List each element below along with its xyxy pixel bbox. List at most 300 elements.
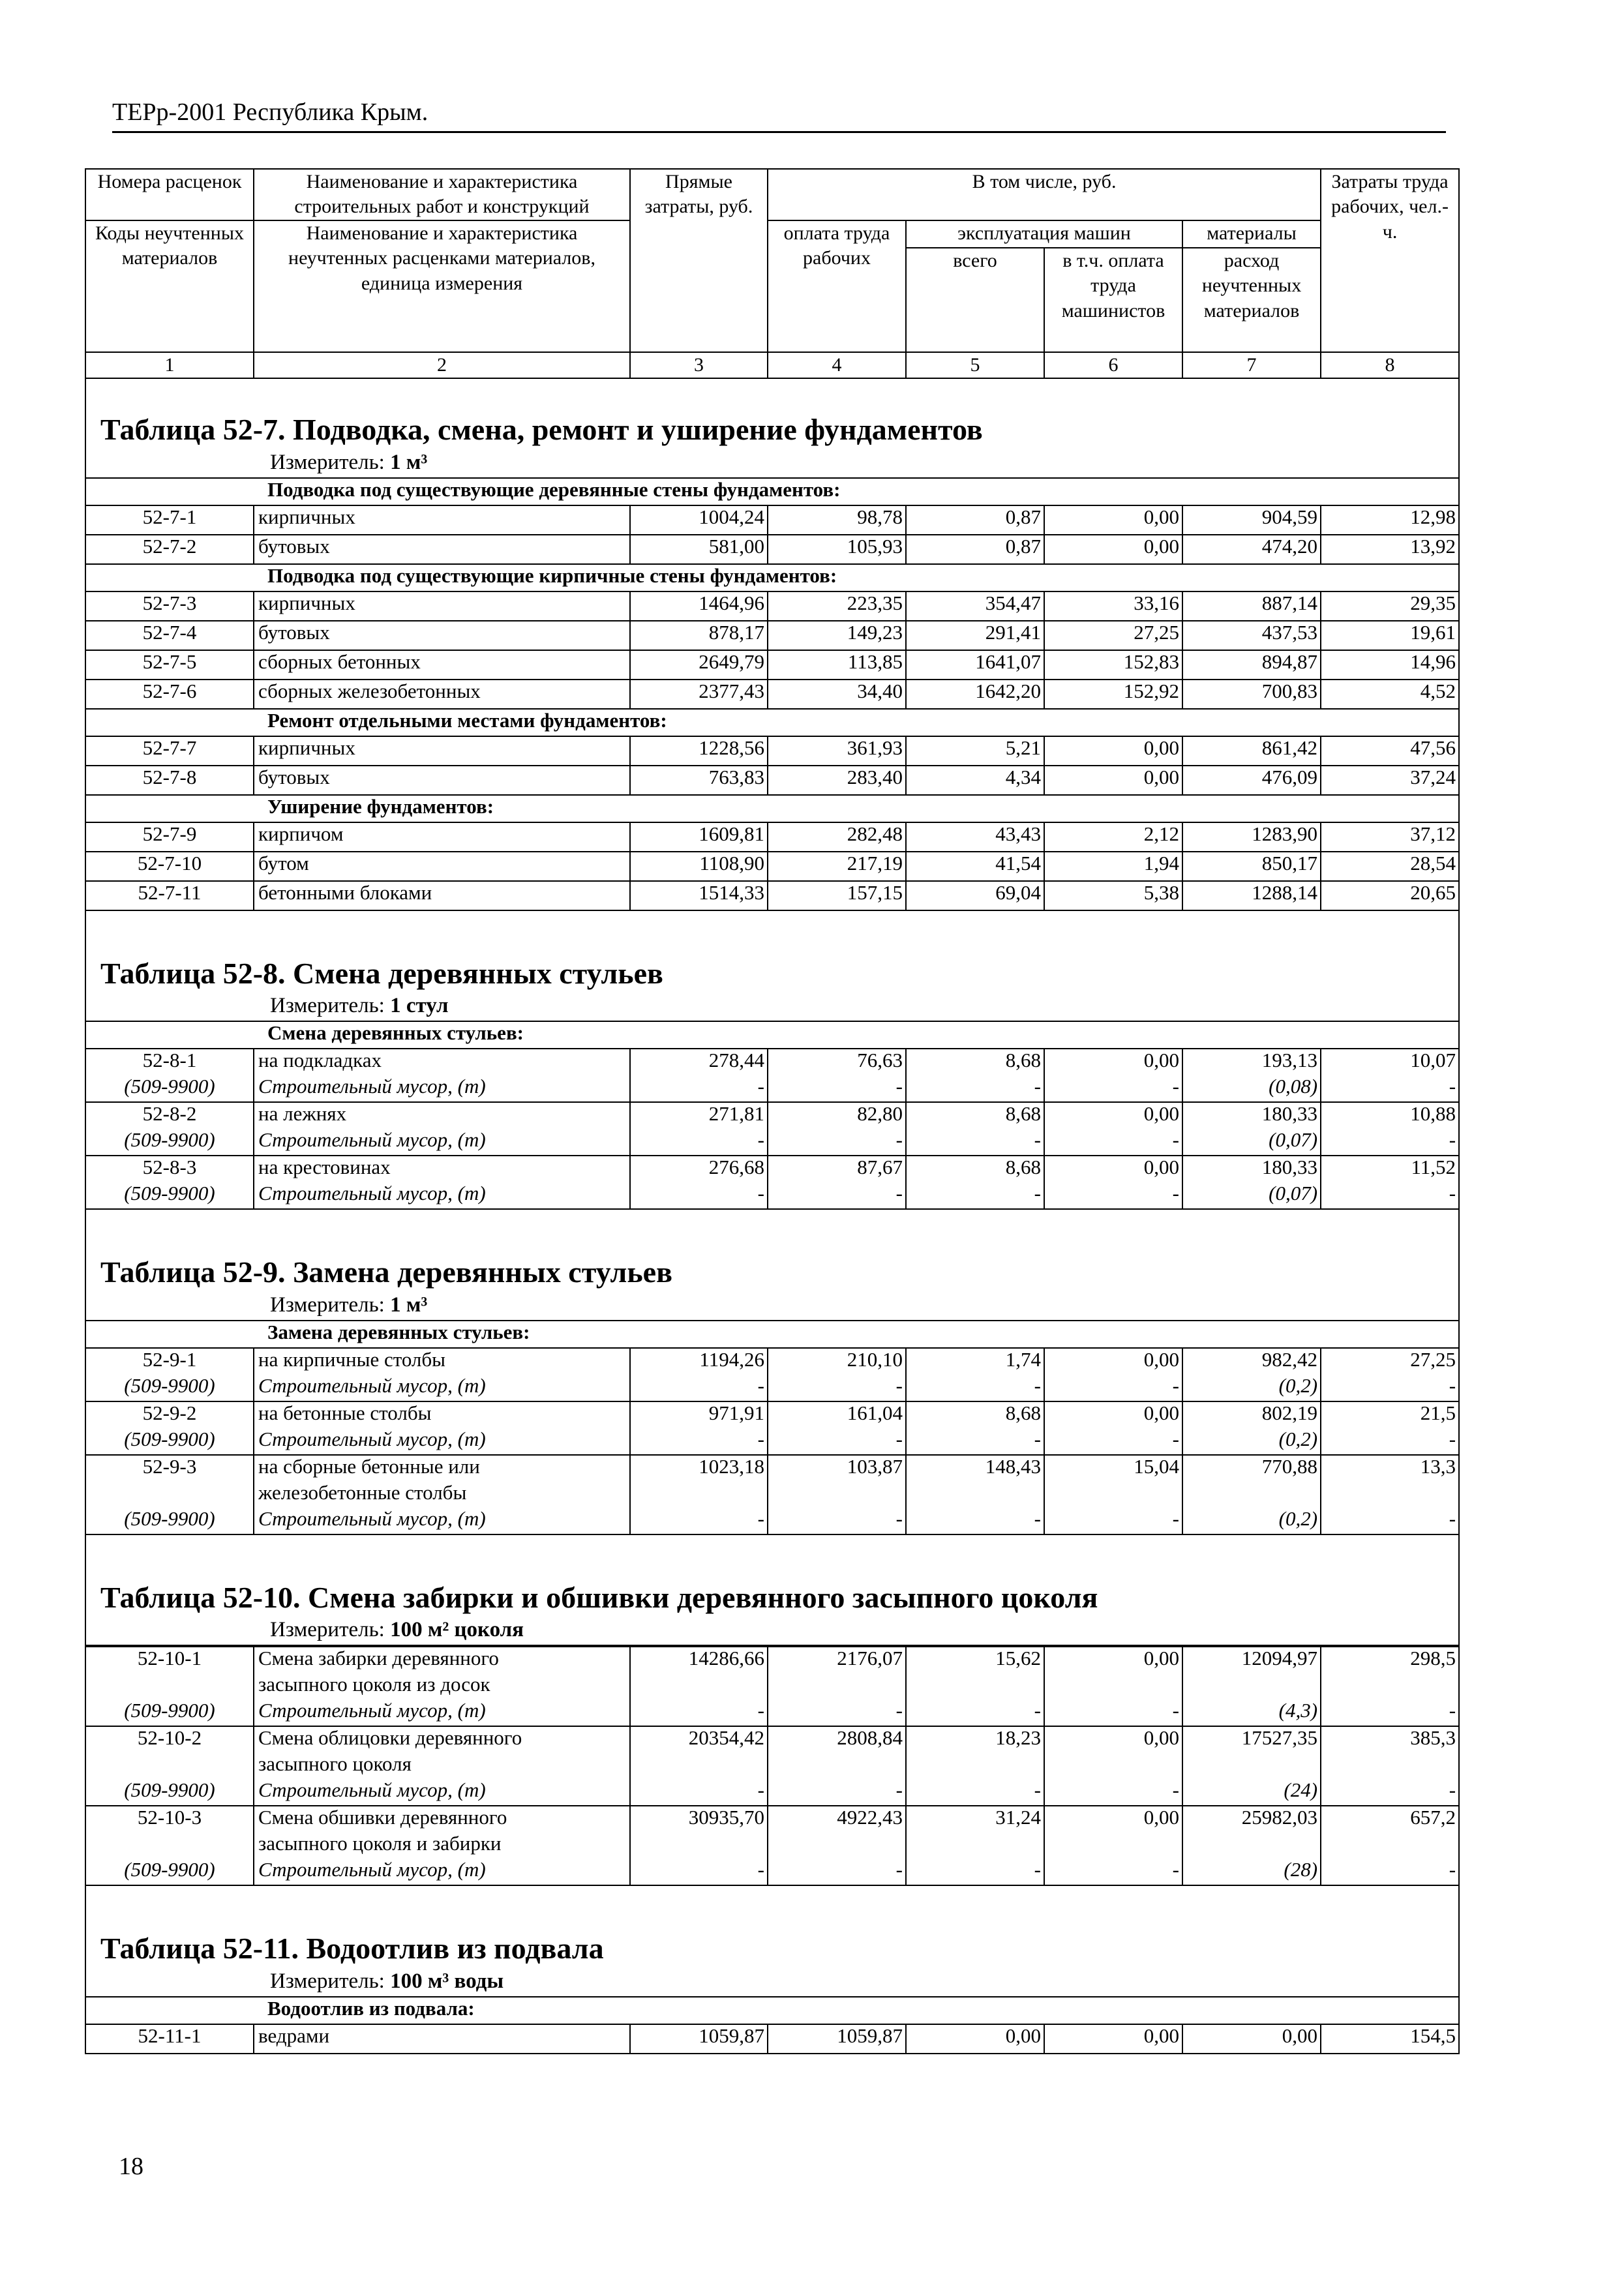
description-cell: Смена забирки деревянного <box>254 1647 630 1673</box>
direct-cost-cell: - <box>630 1699 768 1726</box>
material-row <box>85 1779 1459 1806</box>
operators-pay-cell: 0,00 <box>1044 1102 1182 1129</box>
materials-cell: (4,3) <box>1182 1699 1321 1726</box>
table-row-continuation <box>85 1753 1459 1779</box>
measurement-label: Измеритель: <box>270 1618 391 1642</box>
col-header-material-name: Наименование и характеристика неучтенных расценками материалов, единица измерения <box>254 220 630 352</box>
materials-cell: (0,08) <box>1182 1075 1321 1102</box>
description-cell: Строительный мусор, (т) <box>254 1129 630 1156</box>
direct-cost-cell: - <box>630 1779 768 1806</box>
material-row <box>85 1428 1459 1455</box>
rate-code-cell: 52-8-1 <box>85 1049 254 1075</box>
group-heading-row <box>85 1021 1459 1049</box>
operators-pay-cell: 0,00 <box>1044 1156 1182 1182</box>
materials-cell: (0,2) <box>1182 1428 1321 1455</box>
group-heading: Замена деревянных стульев: <box>85 1321 1459 1348</box>
machines-cell: 0,00 <box>906 2024 1044 2054</box>
materials-cell: 904,59 <box>1182 505 1321 535</box>
labor-hours-cell: 10,88 <box>1321 1102 1459 1129</box>
machines-cell: 69,04 <box>906 881 1044 910</box>
empty-cell <box>768 1482 906 1508</box>
measurement-unit <box>89 1289 1456 1317</box>
col-header-operators-pay: в т.ч. оплата труда машинистов <box>1044 248 1182 352</box>
rate-code-cell: 52-7-5 <box>85 650 254 680</box>
col-number: 7 <box>1182 352 1321 378</box>
rate-code-cell: (509-9900) <box>85 1182 254 1209</box>
operators-pay-cell: 15,04 <box>1044 1455 1182 1482</box>
worker-pay-cell: 76,63 <box>768 1049 906 1075</box>
empty-cell <box>1321 1673 1459 1699</box>
worker-pay-cell: 2176,07 <box>768 1647 906 1673</box>
operators-pay-cell: - <box>1044 1699 1182 1726</box>
empty-cell <box>630 1833 768 1859</box>
table-row <box>85 505 1459 535</box>
rate-code-cell: 52-11-1 <box>85 2024 254 2054</box>
empty-cell <box>1182 1753 1321 1779</box>
labor-hours-cell: 21,5 <box>1321 1401 1459 1428</box>
labor-hours-cell: 37,12 <box>1321 822 1459 852</box>
table-row <box>85 650 1459 680</box>
direct-cost-cell: - <box>630 1428 768 1455</box>
rate-code-cell: 52-7-3 <box>85 591 254 621</box>
table-row <box>85 822 1459 852</box>
direct-cost-cell: - <box>630 1182 768 1209</box>
machines-cell: - <box>906 1508 1044 1534</box>
worker-pay-cell: 283,40 <box>768 766 906 795</box>
rate-code-cell: 52-10-1 <box>85 1647 254 1673</box>
machines-cell: 1642,20 <box>906 680 1044 709</box>
worker-pay-cell: - <box>768 1699 906 1726</box>
description-cell: на подкладках <box>254 1049 630 1075</box>
machines-cell: 291,41 <box>906 621 1044 650</box>
worker-pay-cell: 103,87 <box>768 1455 906 1482</box>
rate-code-cell: (509-9900) <box>85 1699 254 1726</box>
material-row <box>85 1699 1459 1726</box>
empty-cell <box>1044 1753 1182 1779</box>
operators-pay-cell: - <box>1044 1375 1182 1401</box>
measurement-unit <box>89 1966 1456 1994</box>
col-number: 2 <box>254 352 630 378</box>
worker-pay-cell: - <box>768 1779 906 1806</box>
page-number: 18 <box>119 2153 143 2180</box>
worker-pay-cell: 98,78 <box>768 505 906 535</box>
operators-pay-cell: 152,83 <box>1044 650 1182 680</box>
machines-cell: 5,21 <box>906 736 1044 766</box>
labor-hours-cell: 27,25 <box>1321 1348 1459 1375</box>
material-row <box>85 1375 1459 1401</box>
empty-cell <box>768 1673 906 1699</box>
machines-cell: - <box>906 1375 1044 1401</box>
group-heading-row <box>85 1321 1459 1348</box>
col-header-worker-pay: оплата труда рабочих <box>768 220 906 352</box>
labor-hours-cell: 298,5 <box>1321 1647 1459 1673</box>
machines-cell: 354,47 <box>906 591 1044 621</box>
worker-pay-cell: 2808,84 <box>768 1726 906 1753</box>
direct-cost-cell: 20354,42 <box>630 1726 768 1753</box>
group-heading-row <box>85 478 1459 505</box>
measurement-label: Измеритель: <box>270 1969 391 1993</box>
materials-cell: 887,14 <box>1182 591 1321 621</box>
worker-pay-cell: 361,93 <box>768 736 906 766</box>
operators-pay-cell: 1,94 <box>1044 852 1182 881</box>
direct-cost-cell: 763,83 <box>630 766 768 795</box>
empty-cell <box>1182 1482 1321 1508</box>
labor-hours-cell: 19,61 <box>1321 621 1459 650</box>
rate-code-cell: 52-7-1 <box>85 505 254 535</box>
worker-pay-cell: 282,48 <box>768 822 906 852</box>
description-cell: Строительный мусор, (т) <box>254 1699 630 1726</box>
operators-pay-cell: 152,92 <box>1044 680 1182 709</box>
group-heading-row <box>85 1997 1459 2024</box>
direct-cost-cell: 581,00 <box>630 535 768 564</box>
measurement-unit <box>89 447 1456 475</box>
machines-cell: 8,68 <box>906 1102 1044 1129</box>
empty-cell <box>630 1482 768 1508</box>
direct-cost-cell: 1609,81 <box>630 822 768 852</box>
description-cell: Строительный мусор, (т) <box>254 1075 630 1102</box>
materials-cell: 476,09 <box>1182 766 1321 795</box>
materials-cell: 25982,03 <box>1182 1806 1321 1833</box>
operators-pay-cell: 5,38 <box>1044 881 1182 910</box>
description-cell: Строительный мусор, (т) <box>254 1508 630 1534</box>
section-title: Таблица 52-10. Смена забирки и обшивки деревянного засыпного цоколя <box>100 1580 1098 1614</box>
rate-code-cell: 52-7-2 <box>85 535 254 564</box>
worker-pay-cell: - <box>768 1508 906 1534</box>
measurement-value: 1 м³ <box>390 450 428 474</box>
table-row <box>85 680 1459 709</box>
direct-cost-cell: 1023,18 <box>630 1455 768 1482</box>
worker-pay-cell: - <box>768 1428 906 1455</box>
group-heading: Подводка под существующие кирпичные стены фундаментов: <box>85 564 1459 591</box>
description-cell: кирпичом <box>254 822 630 852</box>
description-cell: Строительный мусор, (т) <box>254 1428 630 1455</box>
worker-pay-cell: 157,15 <box>768 881 906 910</box>
table-row <box>85 766 1459 795</box>
description-cell: сборных бетонных <box>254 650 630 680</box>
empty-cell <box>1044 1833 1182 1859</box>
rate-code-cell: 52-9-3 <box>85 1455 254 1482</box>
empty-cell <box>85 1833 254 1859</box>
rate-code-cell: 52-7-10 <box>85 852 254 881</box>
description-cell: сборных железобетонных <box>254 680 630 709</box>
measurement-label: Измеритель: <box>270 1293 391 1317</box>
machines-cell: 8,68 <box>906 1401 1044 1428</box>
machines-cell: - <box>906 1699 1044 1726</box>
empty-cell <box>1321 1482 1459 1508</box>
table-section-heading <box>85 1209 1459 1320</box>
operators-pay-cell: - <box>1044 1859 1182 1885</box>
group-heading: Ремонт отдельными местами фундаментов: <box>85 709 1459 736</box>
table-row <box>85 591 1459 621</box>
direct-cost-cell: 1004,24 <box>630 505 768 535</box>
direct-cost-cell: 2377,43 <box>630 680 768 709</box>
worker-pay-cell: - <box>768 1129 906 1156</box>
col-header-materials: материалы <box>1182 220 1321 248</box>
col-number: 5 <box>906 352 1044 378</box>
worker-pay-cell: 113,85 <box>768 650 906 680</box>
measurement-value: 100 м² цоколя <box>390 1618 524 1642</box>
rate-code-cell: 52-7-4 <box>85 621 254 650</box>
worker-pay-cell: 217,19 <box>768 852 906 881</box>
section-title: Таблица 52-7. Подводка, смена, ремонт и уширение фундаментов <box>100 413 983 447</box>
col-header-rate-number: Номера расценок <box>85 169 254 220</box>
table-row <box>85 1806 1459 1833</box>
empty-cell <box>906 1482 1044 1508</box>
direct-cost-cell: 2649,79 <box>630 650 768 680</box>
description-cell: бетонными блоками <box>254 881 630 910</box>
table-row-continuation <box>85 1673 1459 1699</box>
table-section-heading <box>85 910 1459 1021</box>
rate-code-cell: (509-9900) <box>85 1075 254 1102</box>
empty-cell <box>906 1753 1044 1779</box>
materials-cell: 0,00 <box>1182 2024 1321 2054</box>
rate-code-cell: (509-9900) <box>85 1375 254 1401</box>
worker-pay-cell: - <box>768 1375 906 1401</box>
operators-pay-cell: - <box>1044 1508 1182 1534</box>
direct-cost-cell: 971,91 <box>630 1401 768 1428</box>
col-header-direct-costs: Прямые затраты, руб. <box>630 169 768 352</box>
direct-cost-cell: 878,17 <box>630 621 768 650</box>
col-header-material-codes: Коды неучтенных материалов <box>85 220 254 352</box>
table-row <box>85 1455 1459 1482</box>
direct-cost-cell: - <box>630 1129 768 1156</box>
machines-cell: 1,74 <box>906 1348 1044 1375</box>
group-heading-row <box>85 795 1459 822</box>
labor-hours-cell: - <box>1321 1779 1459 1806</box>
material-row <box>85 1129 1459 1156</box>
measurement-value: 1 стул <box>390 994 449 1018</box>
labor-hours-cell: 29,35 <box>1321 591 1459 621</box>
description-cell: на кирпичные столбы <box>254 1348 630 1375</box>
materials-cell: 193,13 <box>1182 1049 1321 1075</box>
header-rule <box>112 131 1446 133</box>
col-header-labor-hours: Затраты труда рабочих, чел.-ч. <box>1321 169 1459 352</box>
operators-pay-cell: 33,16 <box>1044 591 1182 621</box>
direct-cost-cell: 278,44 <box>630 1049 768 1075</box>
machines-cell: 0,87 <box>906 535 1044 564</box>
table-row <box>85 1401 1459 1428</box>
empty-cell <box>1044 1482 1182 1508</box>
labor-hours-cell: - <box>1321 1508 1459 1534</box>
rate-code-cell: 52-9-2 <box>85 1401 254 1428</box>
rate-code-cell: 52-7-7 <box>85 736 254 766</box>
direct-cost-cell: 1194,26 <box>630 1348 768 1375</box>
table-row <box>85 1102 1459 1129</box>
operators-pay-cell: 0,00 <box>1044 2024 1182 2054</box>
group-heading-row <box>85 564 1459 591</box>
machines-cell: 4,34 <box>906 766 1044 795</box>
materials-cell: (0,07) <box>1182 1129 1321 1156</box>
direct-cost-cell: 1108,90 <box>630 852 768 881</box>
direct-cost-cell: 1059,87 <box>630 2024 768 2054</box>
machines-cell: - <box>906 1779 1044 1806</box>
operators-pay-cell: - <box>1044 1779 1182 1806</box>
empty-cell <box>768 1833 906 1859</box>
description-cell: кирпичных <box>254 591 630 621</box>
materials-cell: 1283,90 <box>1182 822 1321 852</box>
col-number: 8 <box>1321 352 1459 378</box>
table-row <box>85 2024 1459 2054</box>
table-section-heading <box>85 378 1459 477</box>
empty-cell <box>630 1753 768 1779</box>
labor-hours-cell: 657,2 <box>1321 1806 1459 1833</box>
machines-cell: 1641,07 <box>906 650 1044 680</box>
description-cell: засыпного цоколя из досок <box>254 1673 630 1699</box>
col-header-material-consumption: расход неучтенных материалов <box>1182 248 1321 352</box>
direct-cost-cell: 271,81 <box>630 1102 768 1129</box>
operators-pay-cell: 2,12 <box>1044 822 1182 852</box>
worker-pay-cell: 223,35 <box>768 591 906 621</box>
description-cell: бутовых <box>254 621 630 650</box>
empty-cell <box>1182 1673 1321 1699</box>
worker-pay-cell: - <box>768 1075 906 1102</box>
materials-cell: 437,53 <box>1182 621 1321 650</box>
materials-cell: (0,2) <box>1182 1375 1321 1401</box>
table-row <box>85 1049 1459 1075</box>
description-cell: на сборные бетонные или <box>254 1455 630 1482</box>
machines-cell: 43,43 <box>906 822 1044 852</box>
empty-cell <box>85 1482 254 1508</box>
operators-pay-cell: 27,25 <box>1044 621 1182 650</box>
empty-cell <box>1321 1753 1459 1779</box>
operators-pay-cell: 0,00 <box>1044 1726 1182 1753</box>
description-cell: засыпного цоколя и забирки <box>254 1833 630 1859</box>
description-cell: засыпного цоколя <box>254 1753 630 1779</box>
materials-cell: 17527,35 <box>1182 1726 1321 1753</box>
direct-cost-cell: 14286,66 <box>630 1647 768 1673</box>
rate-code-cell: 52-7-6 <box>85 680 254 709</box>
table-body <box>85 378 1459 2053</box>
materials-cell: (24) <box>1182 1779 1321 1806</box>
table-row <box>85 1726 1459 1753</box>
rate-code-cell: 52-8-2 <box>85 1102 254 1129</box>
col-number: 4 <box>768 352 906 378</box>
labor-hours-cell: 13,92 <box>1321 535 1459 564</box>
materials-cell: (0,07) <box>1182 1182 1321 1209</box>
group-heading: Уширение фундаментов: <box>85 795 1459 822</box>
worker-pay-cell: 82,80 <box>768 1102 906 1129</box>
description-cell: бутовых <box>254 766 630 795</box>
description-cell: Строительный мусор, (т) <box>254 1375 630 1401</box>
table-section-heading <box>85 1885 1459 1996</box>
machines-cell: 41,54 <box>906 852 1044 881</box>
measurement-value: 100 м³ воды <box>390 1969 504 1993</box>
rate-code-cell: 52-9-1 <box>85 1348 254 1375</box>
rate-code-cell: 52-10-3 <box>85 1806 254 1833</box>
description-cell: Смена обшивки деревянного <box>254 1806 630 1833</box>
table-row <box>85 881 1459 910</box>
machines-cell: 0,87 <box>906 505 1044 535</box>
worker-pay-cell: 105,93 <box>768 535 906 564</box>
operators-pay-cell: - <box>1044 1182 1182 1209</box>
table-section-heading <box>85 1534 1459 1645</box>
direct-cost-cell: - <box>630 1859 768 1885</box>
direct-cost-cell: 1464,96 <box>630 591 768 621</box>
description-cell: Строительный мусор, (т) <box>254 1859 630 1885</box>
labor-hours-cell: 12,98 <box>1321 505 1459 535</box>
table-row <box>85 1348 1459 1375</box>
description-cell: Строительный мусор, (т) <box>254 1779 630 1806</box>
table-row <box>85 535 1459 564</box>
materials-cell: 802,19 <box>1182 1401 1321 1428</box>
measurement-unit <box>89 1614 1456 1642</box>
labor-hours-cell: 10,07 <box>1321 1049 1459 1075</box>
empty-cell <box>1182 1833 1321 1859</box>
rate-code-cell: 52-10-2 <box>85 1726 254 1753</box>
measurement-value: 1 м³ <box>390 1293 428 1317</box>
rate-code-cell: 52-7-11 <box>85 881 254 910</box>
empty-cell <box>906 1833 1044 1859</box>
machines-cell: - <box>906 1182 1044 1209</box>
operators-pay-cell: - <box>1044 1075 1182 1102</box>
rate-code-cell: (509-9900) <box>85 1859 254 1885</box>
section-title: Таблица 52-9. Замена деревянных стульев <box>100 1255 672 1289</box>
description-cell: бутовых <box>254 535 630 564</box>
rate-code-cell: 52-8-3 <box>85 1156 254 1182</box>
materials-cell: 12094,97 <box>1182 1647 1321 1673</box>
operators-pay-cell: 0,00 <box>1044 1049 1182 1075</box>
rate-code-cell: 52-7-9 <box>85 822 254 852</box>
worker-pay-cell: 210,10 <box>768 1348 906 1375</box>
table-row <box>85 736 1459 766</box>
empty-cell <box>630 1673 768 1699</box>
empty-cell <box>768 1753 906 1779</box>
section-title: Таблица 52-11. Водоотлив из подвала <box>100 1932 604 1966</box>
labor-hours-cell: 4,52 <box>1321 680 1459 709</box>
empty-cell <box>906 1673 1044 1699</box>
worker-pay-cell: 161,04 <box>768 1401 906 1428</box>
materials-cell: 180,33 <box>1182 1156 1321 1182</box>
material-row <box>85 1182 1459 1209</box>
machines-cell: 18,23 <box>906 1726 1044 1753</box>
direct-cost-cell: 1228,56 <box>630 736 768 766</box>
description-cell: Смена облицовки деревянного <box>254 1726 630 1753</box>
material-row <box>85 1859 1459 1885</box>
machines-cell: - <box>906 1859 1044 1885</box>
worker-pay-cell: 1059,87 <box>768 2024 906 2054</box>
labor-hours-cell: 11,52 <box>1321 1156 1459 1182</box>
operators-pay-cell: 0,00 <box>1044 1806 1182 1833</box>
operators-pay-cell: - <box>1044 1428 1182 1455</box>
description-cell: железобетонные столбы <box>254 1482 630 1508</box>
col-number: 1 <box>85 352 254 378</box>
machines-cell: 8,68 <box>906 1156 1044 1182</box>
materials-cell: 1288,14 <box>1182 881 1321 910</box>
group-heading: Подводка под существующие деревянные стены фундаментов: <box>85 478 1459 505</box>
materials-cell: 982,42 <box>1182 1348 1321 1375</box>
materials-cell: 180,33 <box>1182 1102 1321 1129</box>
materials-cell: 861,42 <box>1182 736 1321 766</box>
materials-cell: 700,83 <box>1182 680 1321 709</box>
labor-hours-cell: - <box>1321 1375 1459 1401</box>
labor-hours-cell: 154,5 <box>1321 2024 1459 2054</box>
direct-cost-cell: - <box>630 1075 768 1102</box>
operators-pay-cell: 0,00 <box>1044 766 1182 795</box>
machines-cell: 31,24 <box>906 1806 1044 1833</box>
labor-hours-cell: - <box>1321 1129 1459 1156</box>
worker-pay-cell: 4922,43 <box>768 1806 906 1833</box>
description-cell: кирпичных <box>254 736 630 766</box>
description-cell: бутом <box>254 852 630 881</box>
table-row <box>85 1647 1459 1673</box>
empty-cell <box>1321 1833 1459 1859</box>
worker-pay-cell: - <box>768 1182 906 1209</box>
direct-cost-cell: 276,68 <box>630 1156 768 1182</box>
machines-cell: - <box>906 1129 1044 1156</box>
table-row-continuation <box>85 1833 1459 1859</box>
worker-pay-cell: 149,23 <box>768 621 906 650</box>
description-cell: на крестовинах <box>254 1156 630 1182</box>
